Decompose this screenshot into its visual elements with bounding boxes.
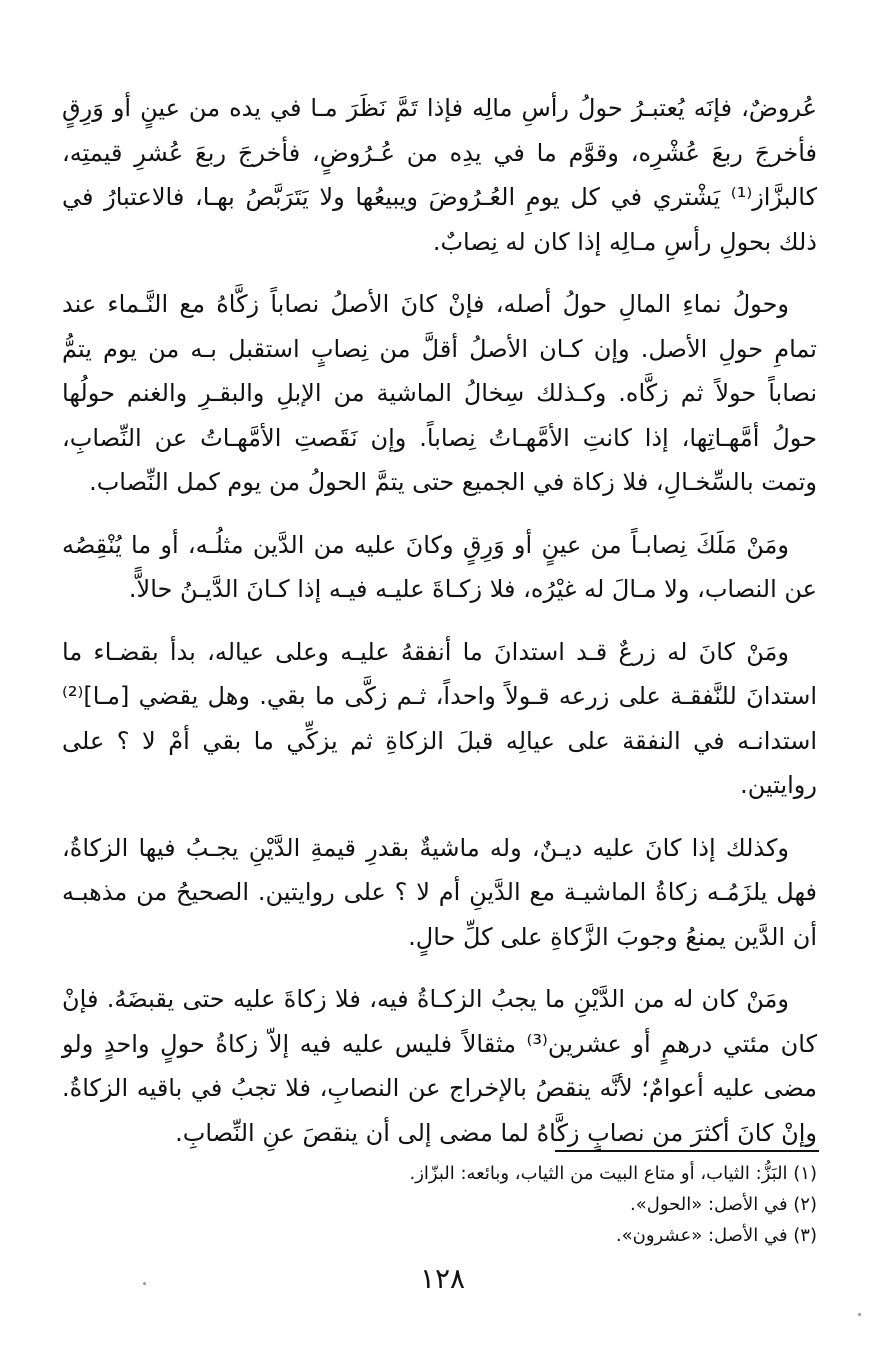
paragraph-3: ومَنْ مَلَكَ نِصابـاً من عينٍ أو وَرِقٍ وكانَ عليه من الدَّين مثلُـه، أو ما يُنْقِصُه عن النصاب، ولا مـالَ له غيْرُه، فلا زكـاةَ عليـه فيـه إذا كـانَ الدَّيـنُ حالاًّ.	[62, 530, 817, 603]
scan-speck	[143, 1282, 146, 1285]
footnote-divider	[555, 1150, 819, 1152]
footnote-1: (١) البَزُّ: الثياب، أو متاع البيت من الثياب، وبائعه: البزّاز.	[409, 1163, 817, 1184]
footnotes	[62, 1158, 817, 1251]
main-text	[62, 86, 817, 1173]
scan-speck	[858, 1313, 861, 1316]
page-number: ١٢٨	[419, 1262, 466, 1295]
footnote-2: (٢) في الأصل: «الحول».	[630, 1194, 817, 1215]
paragraph-5: وكذلك إذا كانَ عليه ديـنٌ، وله ماشيةٌ بقدرِ قيمةِ الدَّيْنِ يجـبُ فيها الزكاةُ، فهل يلزَمُـه زكاةُ الماشيـة مع الدَّينِ أم لا ؟ على روايتين. الصحيحُ من مذهبـه أن الدَّين يمنعُ وجوبَ الزَّكاةِ على كلِّ حالٍ.	[62, 833, 817, 951]
footnote-3: (٣) في الأصل: «عشرون».	[615, 1225, 817, 1246]
paragraph-1: عُروضٌ، فإنَه يُعتبـرُ حولُ رأسِ مالِه فإذا تَمَّ نَظَرَ مـا في يده من عينٍ أو وَرِقٍ فأخرجَ ربعَ عُشْرِه، وقوَّم ما في يدِه من عُـرُوضٍ، فأخرجَ ربعَ عُشرِ قيمتِه، كالبزَّاز⁽¹⁾ يَشْتري في كل يومِ العُـرُوضَ ويبيعُها ولا يَتَرَبَّصُ بهـا، فالاعتبارُ في ذلك بحولِ رأسِ مـالِه إذا كان له نِصابٌ.	[62, 94, 817, 256]
paragraph-4: ومَنْ كانَ له زرعٌ قـد استدانَ ما أنفقهُ عليـه وعلى عياله، بدأ بقضـاء ما استدانَ للنَّفقـة على زرعه قـولاً واحداً، ثـم زكَّى ما بقي. وهل يقضي [مـا]⁽²⁾ استدانـه في النفقة على عيالِه قبلَ الزكاةِ ثم يزكِّي ما بقي أمْ لا ؟ على روايتين.	[62, 637, 817, 799]
paragraph-2: وحولُ نماءِ المالِ حولُ أصله، فإنْ كانَ الأصلُ نصاباً زكَّاهُ مع النَّـماء عند تمامِ حولِ الأصل. وإن كـان الأصلُ أقلَّ من نِصابٍ استقبل بـه من يوم يتمُّ نصاباً حولاً ثم زكَّاه. وكـذلك سِخالُ الماشية من الإبلِ والبقـرِ والغنم حولُها حولُ أمَّهـاتِها، إذا كانتِ الأمَّهـاتُ نِصاباً. وإن نَقَصتِ الأمَّهـاتُ عن النِّصابِ، وتمت بالسِّخـالِ، فلا زكاة في الجميع حتى يتمَّ الحولُ من يوم كمل النِّصاب.	[62, 290, 817, 496]
paragraph-6: ومَنْ كان له من الدَّيْنِ ما يجبُ الزكـاةُ فيه، فلا زكاةَ عليه حتى يقبضَهُ. فإنْ كان مئتي درهمٍ أو عشرين⁽³⁾ مثقالاً فليس عليه فيه إلاّ زكاةُ حولٍ واحدٍ ولو مضى عليه أعوامٌ؛ لأنَّه ينقصُ بالإخراج عن النصابِ، فلا تجبُ في باقيه الزكاةُ. وإنْ كانَ أكثرَ من نصابٍ زكَّاهُ لما مضى إلى أن ينقصَ عنِ النِّصابِ.	[62, 985, 817, 1147]
